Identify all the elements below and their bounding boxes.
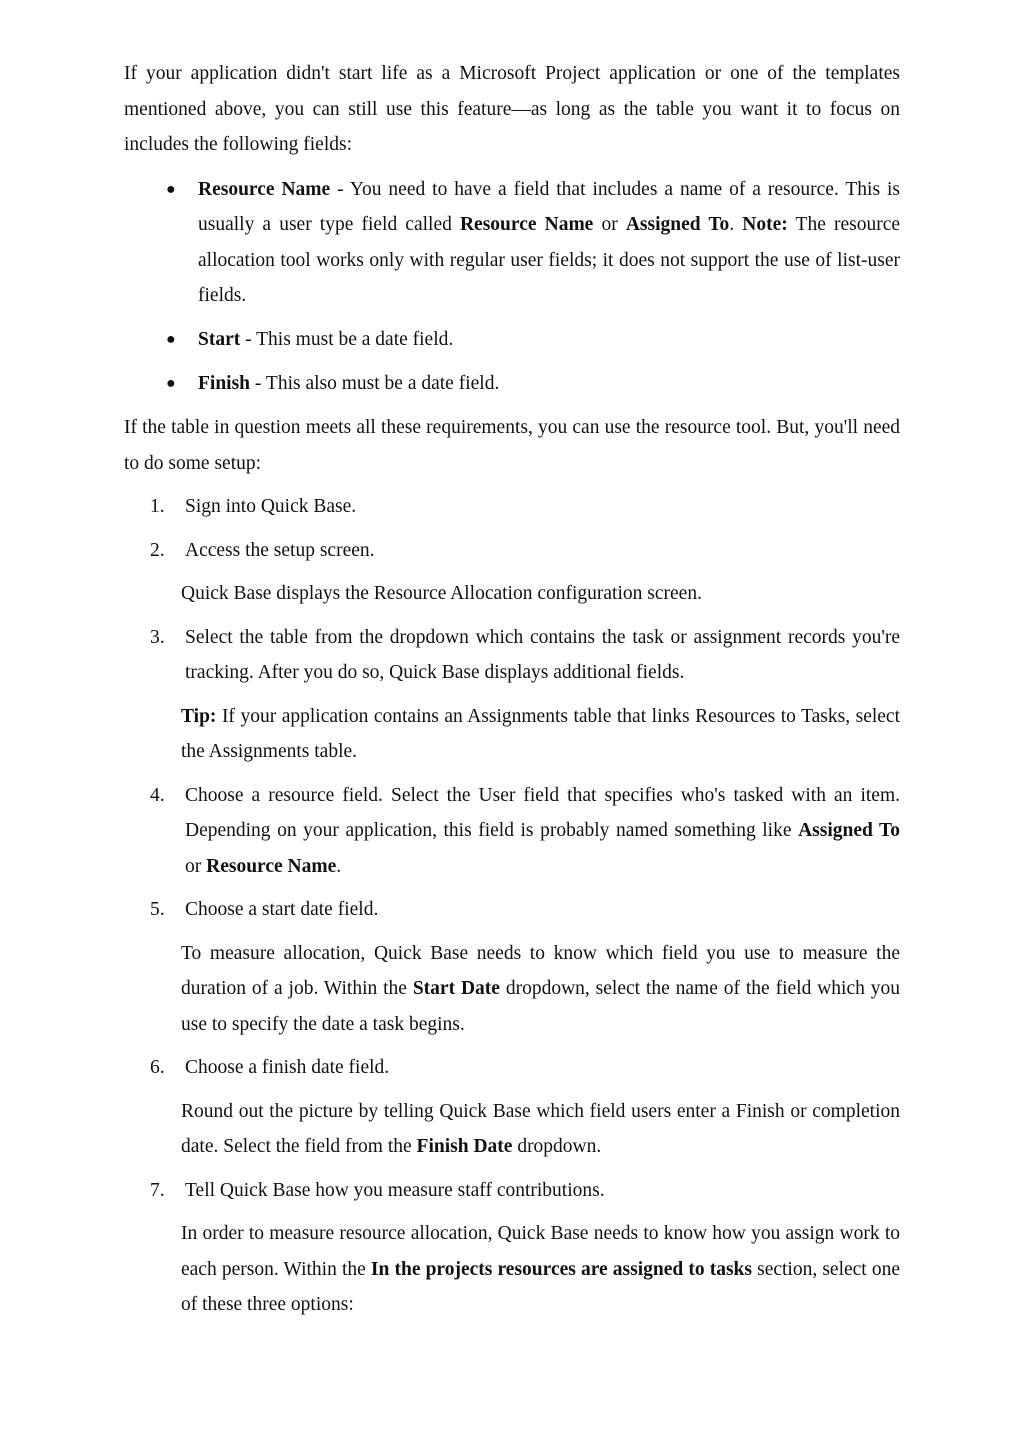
bullet-icon: ● — [166, 180, 176, 198]
note-text: The resource allocation tool works only with regular user fields; it does not support the use of list-user fields. — [198, 214, 900, 306]
step-number: 3. — [150, 626, 165, 648]
step-body-part: Round out the picture by telling Quick Base which field users enter a Finish or completion date. Select the field from the — [181, 1100, 900, 1157]
step-2 — [150, 533, 900, 612]
step-text-part: Choose a resource field. Select the User field that specifies who's tasked with an item. Depending on your application, this field is probably named something like — [185, 784, 900, 841]
step-text: Sign into Quick Base. — [185, 496, 357, 517]
tip-label: Tip: — [181, 705, 217, 727]
step-number: 6. — [150, 1057, 165, 1078]
term-resource-name: Resource Name — [206, 855, 337, 877]
step-number: 1. — [150, 496, 165, 517]
term-start: Start — [198, 329, 241, 350]
term-assigned-to: Assigned To — [798, 820, 900, 841]
tip-paragraph — [181, 699, 900, 770]
step-7 — [150, 1173, 900, 1323]
step-text: Select the table from the dropdown which contains the task or assignment records you're tracking. After you do so, Quick Base displays additional fields. — [185, 626, 900, 683]
bullet-icon: ● — [166, 331, 176, 348]
document-page — [124, 56, 900, 1331]
step-3 — [150, 620, 900, 770]
step-body — [181, 936, 900, 1043]
term-assigned-to: Assigned To — [625, 214, 730, 235]
step-body-part: section, select one of these three options: — [181, 1258, 900, 1315]
step-body — [181, 1216, 900, 1323]
step-text: Tell Quick Base how you measure staff contributions. — [185, 1179, 605, 1201]
list-item-start — [166, 322, 900, 358]
list-item-text: - This must be a date field. — [240, 329, 454, 350]
step-text: Access the setup screen. — [185, 539, 375, 561]
step-number: 2. — [150, 539, 165, 561]
step-text: Choose a finish date field. — [185, 1057, 390, 1078]
required-fields-list — [124, 172, 900, 402]
list-item-text: - This also must be a date field. — [250, 373, 500, 394]
list-item-text: . — [729, 214, 735, 235]
step-text-part: . — [336, 855, 342, 877]
setup-steps-list — [124, 489, 900, 1323]
term-resource-name: Resource Name — [198, 178, 331, 200]
step-6 — [150, 1050, 900, 1165]
step-number: 4. — [150, 784, 165, 806]
tip-text: If your application contains an Assignments table that links Resources to Tasks, select the Assignments table. — [181, 705, 900, 762]
step-body-part: dropdown, select the name of the field which you use to specify the date a task begins. — [181, 978, 900, 1035]
step-number: 7. — [150, 1179, 165, 1201]
term-start-date: Start Date — [412, 978, 500, 999]
list-item-finish — [166, 366, 900, 402]
bullet-icon: ● — [166, 375, 176, 392]
list-item-text: - You need to have a field that includes a name of a resource. This is usually a user type field called — [198, 178, 900, 235]
term-finish-date: Finish Date — [416, 1136, 513, 1157]
step-body-part: In order to measure resource allocation, Quick Base needs to know how you assign work to each person. Within the — [181, 1223, 900, 1280]
step-body: Quick Base displays the Resource Allocation configuration screen. — [181, 583, 702, 604]
step-4 — [150, 778, 900, 885]
step-text: Choose a start date field. — [185, 899, 379, 920]
list-item-text: or — [593, 214, 626, 235]
term-resource-name-field: Resource Name — [459, 214, 594, 235]
step-1 — [150, 489, 900, 525]
step-number: 5. — [150, 899, 165, 920]
step-text — [185, 778, 900, 885]
term-finish: Finish — [198, 373, 251, 394]
step-5 — [150, 892, 900, 1042]
step-body-part: dropdown. — [512, 1136, 602, 1157]
note-label: Note: — [742, 214, 788, 235]
intro-paragraph: If your application didn't start life as a Microsoft Project application or one of the templates mentioned above, you can still use this feature—as long as the table you want it to focus on includes the following fields: — [124, 63, 900, 155]
term-projects-resources-section: In the projects resources are assigned to tasks — [370, 1258, 752, 1280]
step-body — [181, 1094, 900, 1165]
list-item-resource-name — [166, 172, 900, 314]
step-body-part: To measure allocation, Quick Base needs to know which field you use to measure the duration of a job. Within the — [181, 942, 900, 999]
step-text-part: or — [185, 855, 207, 877]
requirements-paragraph: If the table in question meets all these requirements, you can use the resource tool. But, you'll need to do some setup: — [124, 417, 900, 474]
